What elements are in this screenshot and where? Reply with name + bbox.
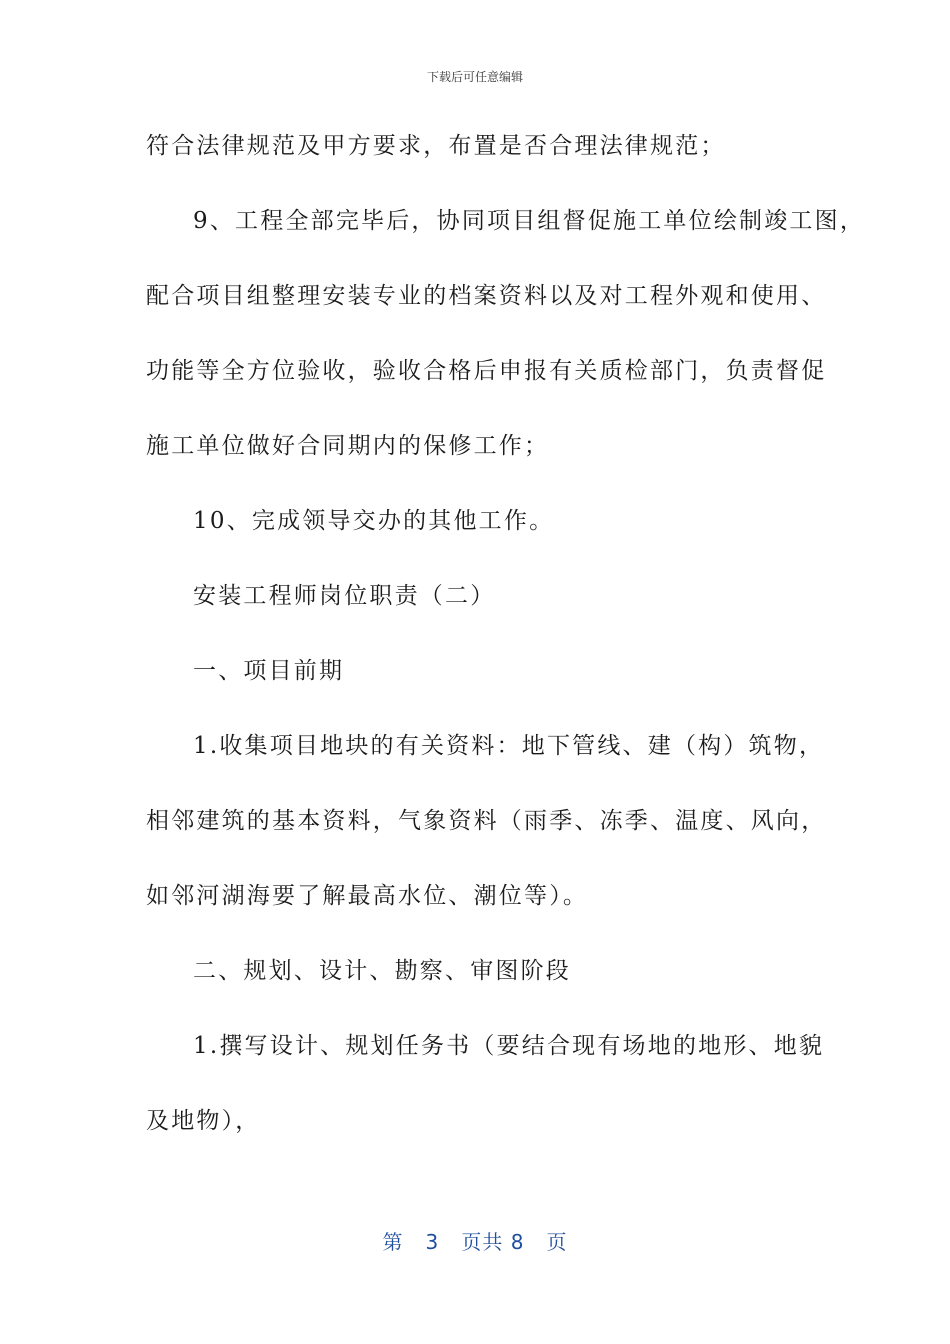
section-heading: 一、项目前期 <box>193 658 345 684</box>
paragraph-line: 配合项目组整理安装专业的档案资料以及对工程外观和使用、 <box>146 283 827 309</box>
paragraph-line: 1.收集项目地块的有关资料：地下管线、建（构）筑物， <box>193 733 825 759</box>
footer-prefix: 第 <box>382 1230 404 1254</box>
document-body <box>146 128 866 1178</box>
paragraph-line: 功能等全方位验收，验收合格后申报有关质检部门，负责督促 <box>146 358 827 384</box>
paragraph-line: 1.撰写设计、规划任务书（要结合现有场地的地形、地貌 <box>193 1033 825 1059</box>
paragraph-line: 如邻河湖海要了解最高水位、潮位等）。 <box>146 883 589 909</box>
page-header: 下载后可任意编辑 <box>426 70 523 84</box>
page-total: 8 <box>510 1230 525 1254</box>
paragraph-line: 10、完成领导交办的其他工作。 <box>193 508 555 534</box>
footer-suffix: 页 <box>546 1230 568 1254</box>
page-footer <box>0 1226 950 1255</box>
paragraph-line: 及地物）， <box>146 1108 261 1134</box>
section-title: 安装工程师岗位职责（二） <box>193 583 496 609</box>
paragraph-line: 施工单位做好合同期内的保修工作； <box>146 433 550 459</box>
paragraph-line: 9、工程全部完毕后，协同项目组督促施工单位绘制竣工图， <box>193 208 866 234</box>
paragraph-line: 符合法律规范及甲方要求，布置是否合理法律规范； <box>146 133 726 159</box>
page-number: 3 <box>425 1230 440 1254</box>
section-heading: 二、规划、设计、勘察、审图阶段 <box>193 958 571 984</box>
paragraph-line: 相邻建筑的基本资料，气象资料（雨季、冻季、温度、风向， <box>146 808 827 834</box>
footer-middle: 页共 <box>461 1230 504 1254</box>
